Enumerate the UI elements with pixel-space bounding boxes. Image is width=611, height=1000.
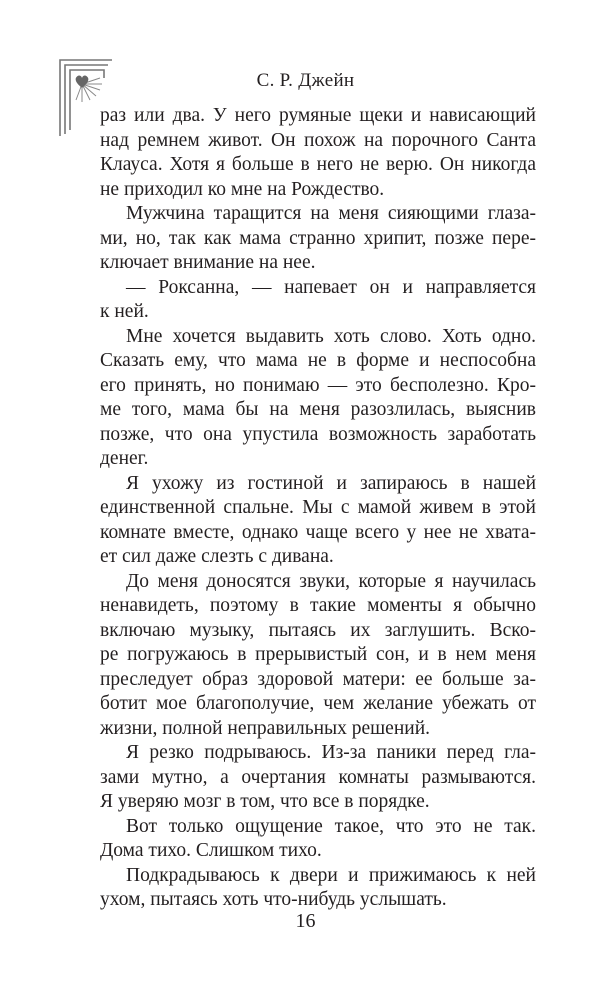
text-line: Мне хочется выдавить хоть слово. Хоть одно. [126, 325, 536, 347]
text-line: комнате вместе, однако чаще всего у нее не хвата- [100, 521, 536, 543]
text-line: не приходил ко мне на Рождество. [100, 178, 385, 200]
text-line: единственной спальне. Мы с мамой живем в этой [100, 497, 536, 518]
text-line: Я уверяю мозг в том, что все в порядке. [100, 791, 430, 812]
text-line: Подкрадываюсь к двери и прижимаюсь к ней [126, 864, 536, 886]
text-line: жизни, полной неправильных решений. [100, 717, 431, 739]
body-text [100, 104, 536, 913]
running-head: С. Р. Джейн [256, 70, 355, 91]
text-line: До меня доносятся звуки, которые я научилась [126, 570, 536, 592]
text-line: ключает внимание на нее. [100, 252, 316, 273]
text-line: ухом, пытаясь хоть что-нибудь услышать. [100, 889, 447, 910]
text-line: ненавидеть, поэтому в такие моменты я обычно [100, 595, 536, 616]
text-line: позже, что она упустила возможность заработать [100, 423, 536, 445]
text-line: денег. [100, 448, 149, 469]
text-line: Сказать ему, что мама не в форме и неспособна [100, 350, 536, 371]
text-line: Вот только ощущение такое, что это не так. [126, 815, 536, 837]
page-number: 16 [295, 910, 316, 932]
text-line: ми, но, так как мама странно хрипит, позже пере- [100, 227, 536, 249]
text-line: — Роксанна, — напевает он и направляется [126, 276, 536, 298]
text-line: преследует образ здоровой матери: ее больше за- [100, 668, 536, 690]
text-line: раз или два. У него румяные щеки и нависающий [100, 105, 536, 126]
text-line: Клауса. Хотя я больше в него не верю. Он никогда [100, 154, 536, 175]
text-line: ботит мое благополучие, чем желание убежать от [100, 693, 536, 714]
text-line: Дома тихо. Слишком тихо. [100, 840, 322, 861]
text-line: Я резко подрываюсь. Из-за паники перед гла- [126, 742, 536, 763]
text-line: Мужчина таращится на меня сияющими глаза- [126, 203, 536, 224]
text-line: над ремнем живот. Он похож на порочного Санта [100, 129, 536, 151]
text-line: ме того, мама бы на меня разозлилась, выяснив [100, 399, 536, 420]
text-line: зами мутно, а очертания комнаты размываются. [100, 766, 536, 788]
text-line: ре погружаюсь в прерывистый сон, и в нем меня [100, 644, 536, 665]
text-line: его принять, но понимаю — это бесполезно. Кро- [100, 374, 536, 396]
text-line: к ней. [100, 301, 149, 322]
text-line: ет сил даже слезть с дивана. [100, 546, 334, 567]
text-line: включаю музыку, пытаясь их заглушить. Вско- [100, 619, 536, 641]
text-line: Я ухожу из гостиной и запираюсь в нашей [126, 472, 536, 494]
